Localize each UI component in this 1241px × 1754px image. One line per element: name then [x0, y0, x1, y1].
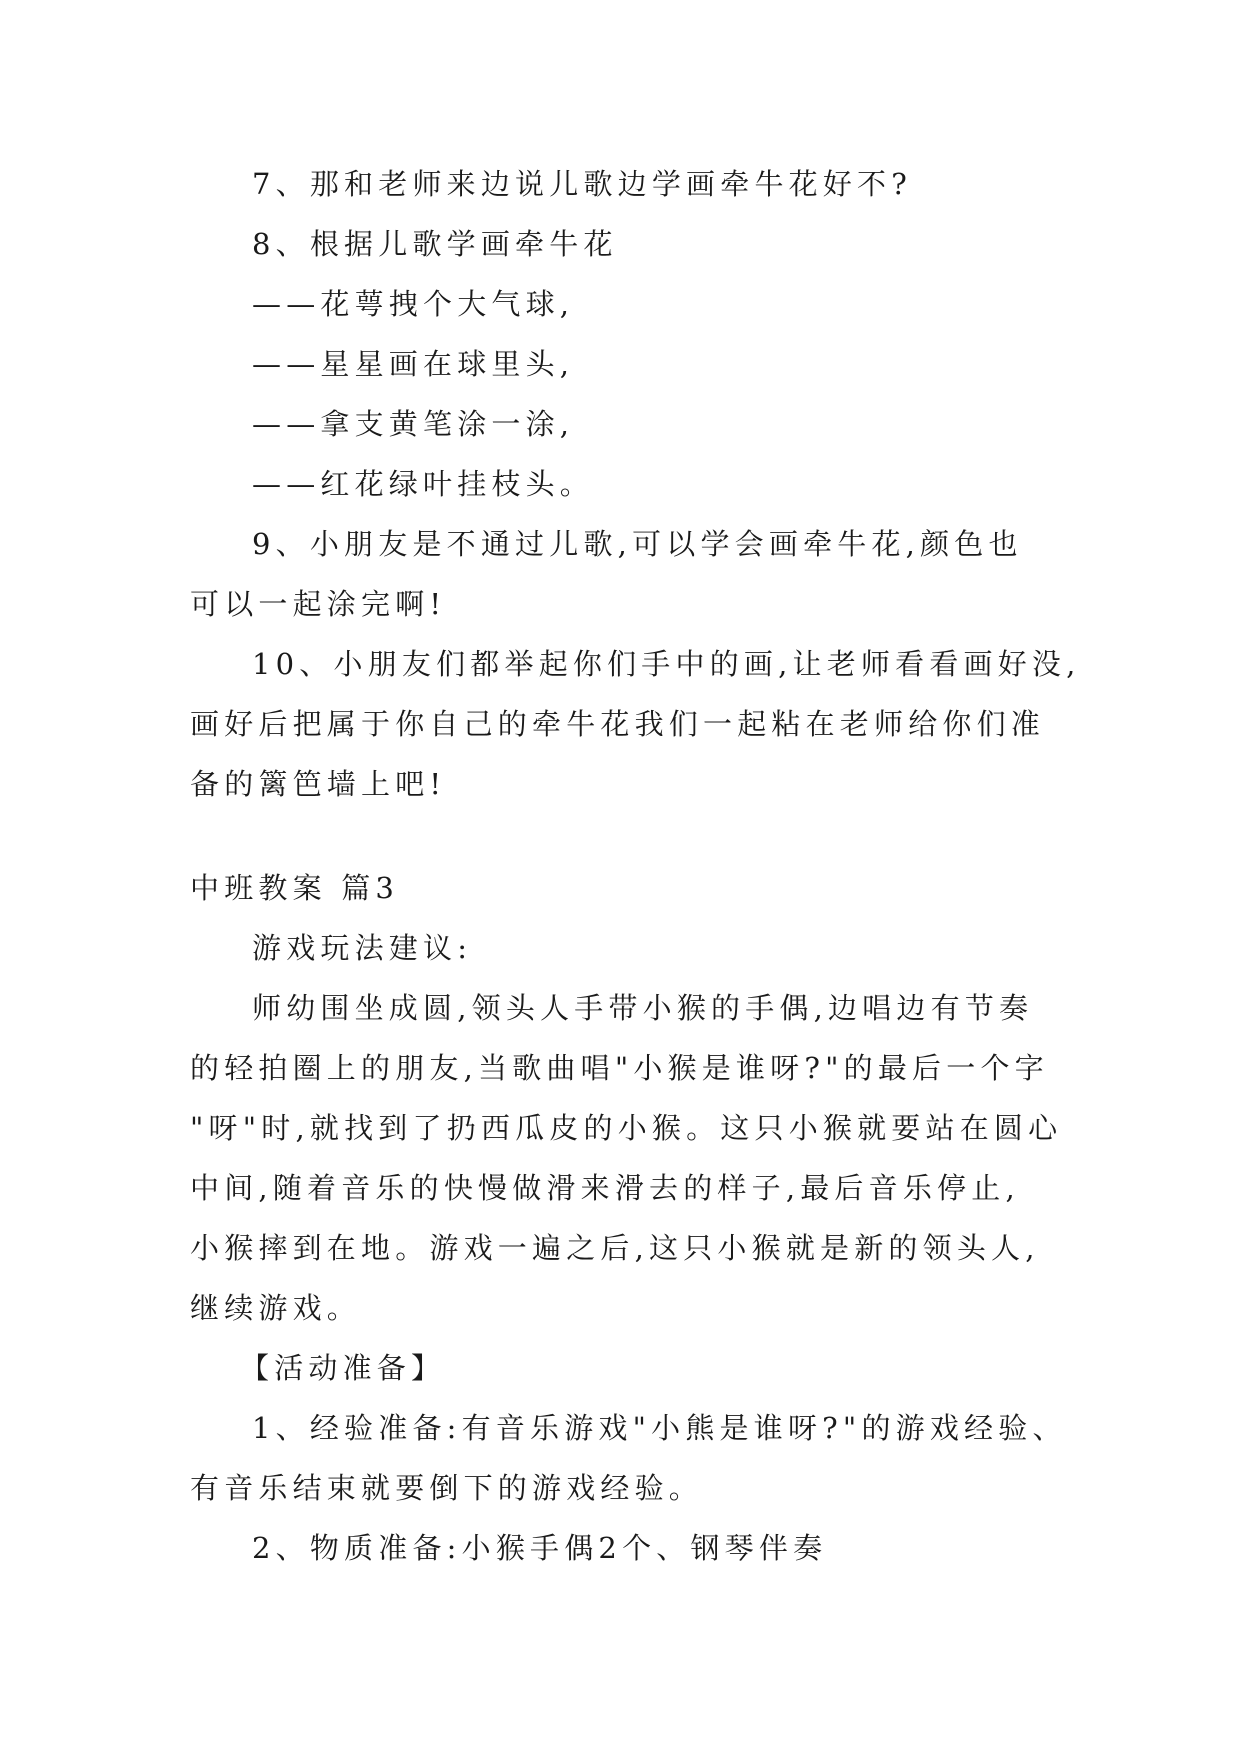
rhyme-line-1: ——花萼拽个大气球, — [252, 287, 575, 321]
list-item-9-line-2: 可以一起涂完啊! — [190, 587, 447, 621]
prep-item-1-line-2: 有音乐结束就要倒下的游戏经验。 — [190, 1471, 704, 1505]
rhyme-line-3: ——拿支黄笔涂一涂, — [252, 407, 575, 441]
list-item-10-line-3: 备的篱笆墙上吧! — [190, 767, 447, 801]
rhyme-line-2: ——星星画在球里头, — [252, 347, 575, 381]
paragraph-line-4: 中间,随着音乐的快慢做滑来滑去的样子,最后音乐停止, — [190, 1171, 1020, 1205]
paragraph-line-6: 继续游戏。 — [190, 1291, 362, 1325]
list-item-10-line-2: 画好后把属于你自己的牵牛花我们一起粘在老师给你们准 — [190, 707, 1046, 741]
prep-item-2: 2、物质准备:小猴手偶2个、钢琴伴奏 — [252, 1531, 828, 1565]
subheading-activity-prep: 【活动准备】 — [240, 1351, 446, 1385]
list-item-10-line-1: 10、小朋友们都举起你们手中的画,让老师看看画好没, — [252, 647, 1081, 681]
section-heading: 中班教案 篇3 — [190, 871, 400, 905]
list-item-9-line-1: 9、小朋友是不通过儿歌,可以学会画牵牛花,颜色也 — [252, 527, 1023, 561]
paragraph-line-1: 师幼围坐成圆,领头人手带小猴的手偶,边唱边有节奏 — [252, 991, 1034, 1025]
rhyme-line-4: ——红花绿叶挂枝头。 — [252, 467, 595, 501]
paragraph-line-2: 的轻拍圈上的朋友,当歌曲唱"小猴是谁呀?"的最后一个字 — [190, 1051, 1049, 1085]
list-item-8: 8、根据儿歌学画牵牛花 — [252, 227, 618, 261]
paragraph-line-3: "呀"时,就找到了扔西瓜皮的小猴。这只小猴就要站在圆心 — [190, 1111, 1063, 1145]
paragraph-line-5: 小猴摔到在地。游戏一遍之后,这只小猴就是新的领头人, — [190, 1231, 1040, 1265]
prep-item-1-line-1: 1、经验准备:有音乐游戏"小熊是谁呀?"的游戏经验、 — [252, 1411, 1067, 1445]
subheading-game-play: 游戏玩法建议: — [252, 931, 473, 965]
list-item-7: 7、那和老师来边说儿歌边学画牵牛花好不? — [252, 167, 912, 201]
